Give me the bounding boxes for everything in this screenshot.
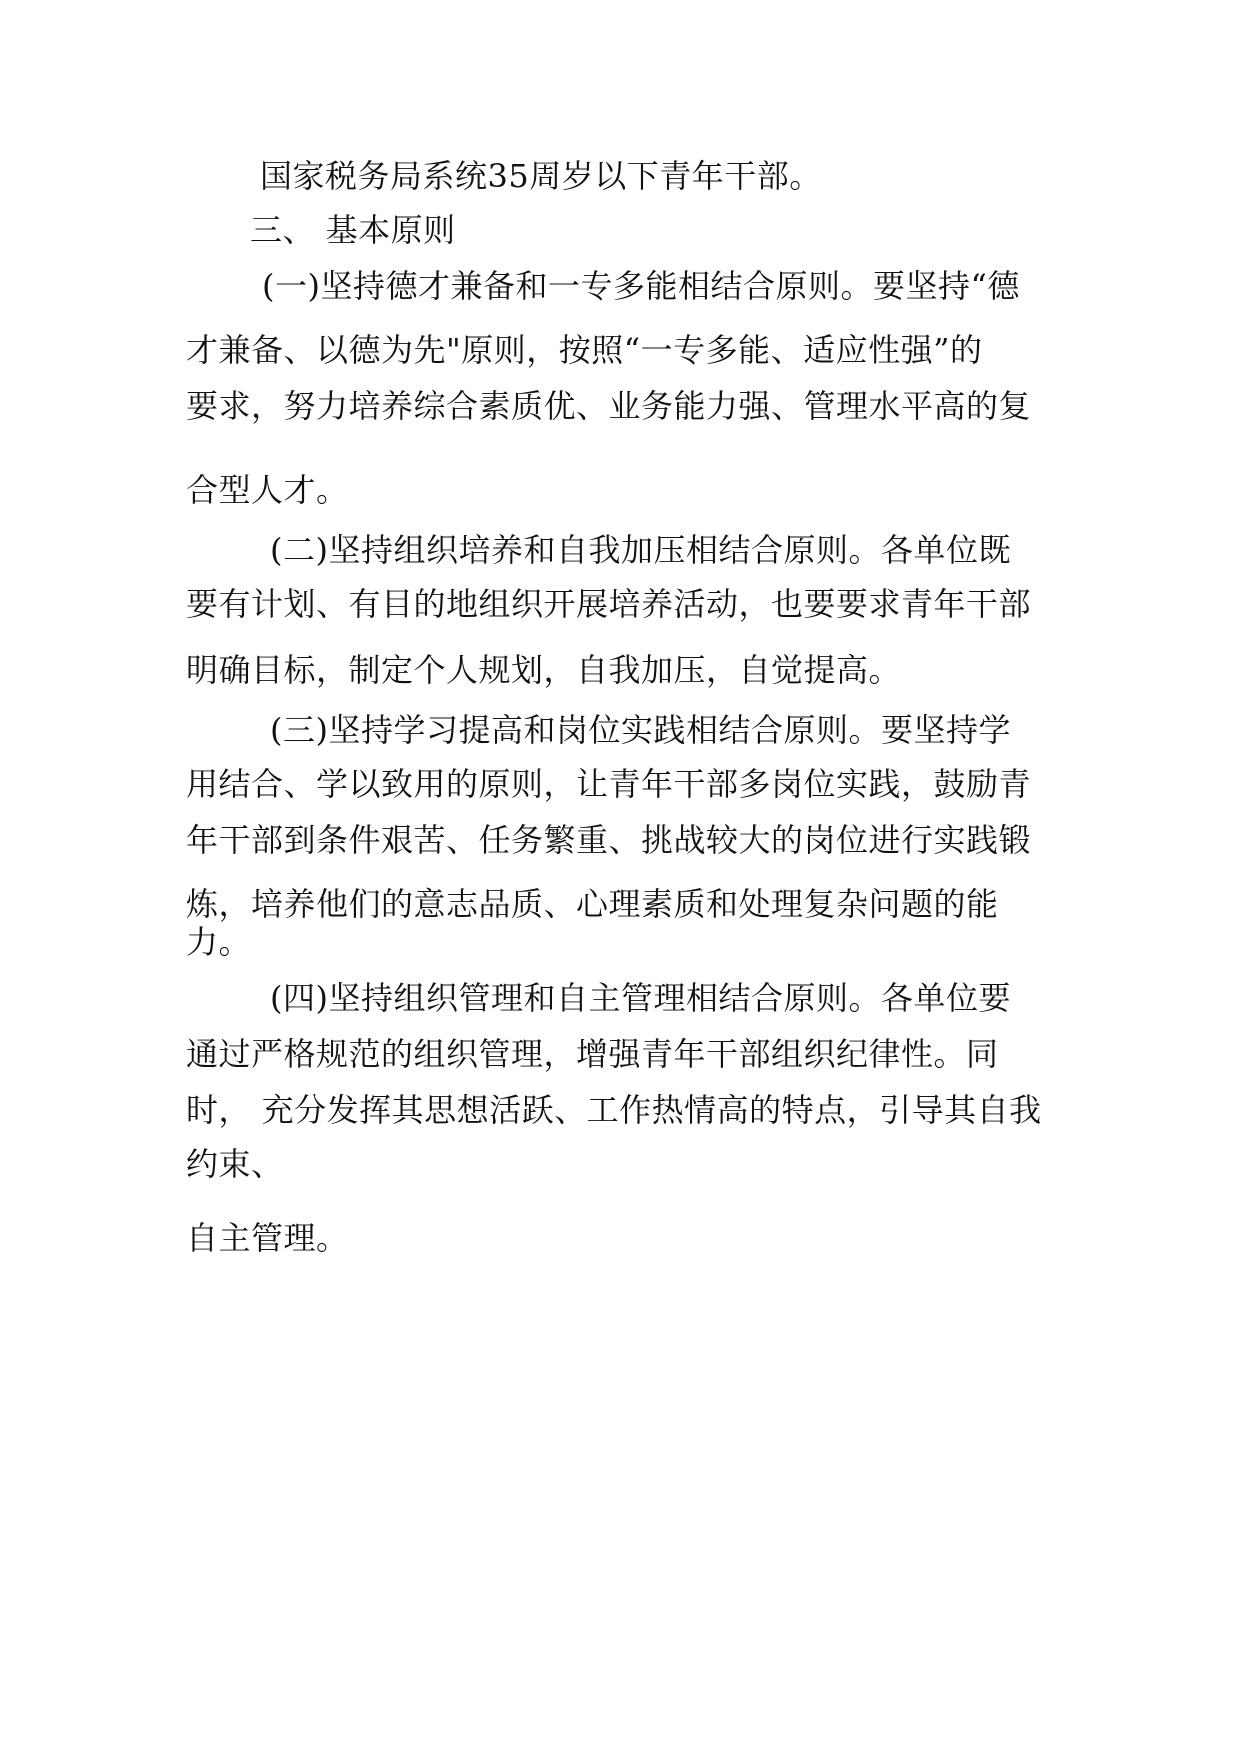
principle-2-line-2: 要有计划、有目的地组织开展培养活动，也要要求青年干部 — [186, 585, 1032, 623]
principle-3-line-2: 用结合、学以致用的原则，让青年干部多岗位实践，鼓励青 — [186, 765, 1032, 803]
section-heading: 三、 基本原则 — [250, 211, 456, 249]
principle-4-line-5: 自主管理。 — [186, 1219, 349, 1257]
principle-4-line-3: 时， 充分发挥其思想活跃、工作热情高的特点，引导其自我 — [186, 1091, 1042, 1129]
principle-3-line-3: 年干部到条件艰苦、任务繁重、挑战较大的岗位进行实践锻 — [186, 821, 1032, 859]
principle-2-line-1: (二)坚持组织培养和自我加压相结合原则。各单位既 — [270, 531, 1011, 569]
principle-1-line-4: 合型人才。 — [186, 471, 349, 509]
principle-1-line-3: 要求，努力培养综合素质优、业务能力强、管理水平高的复 — [186, 387, 1032, 425]
principle-4-line-2: 通过严格规范的组织管理，增强青年干部组织纪律性。同 — [186, 1035, 999, 1073]
principle-4-line-4: 约束、 — [186, 1145, 284, 1183]
principle-1-line-1: (一)坚持德才兼备和一专多能相结合原则。要坚持“德 — [262, 267, 1020, 305]
principle-3-line-1: (三)坚持学习提高和岗位实践相结合原则。要坚持学 — [270, 711, 1011, 749]
principle-2-line-3: 明确目标，制定个人规划，自我加压，自觉提高。 — [186, 651, 902, 689]
principle-3-line-4: 炼，培养他们的意志品质、心理素质和处理复杂问题的能 — [186, 885, 999, 923]
principle-1-line-2: 才兼备、以德为先"原则，按照“一专多能、适应性强”的 — [186, 331, 983, 369]
principle-4-line-1: (四)坚持组织管理和自主管理相结合原则。各单位要 — [270, 979, 1011, 1017]
intro-line: 国家税务局系统35周岁以下青年干部。 — [260, 157, 822, 195]
principle-3-line-5: 力。 — [186, 923, 252, 961]
